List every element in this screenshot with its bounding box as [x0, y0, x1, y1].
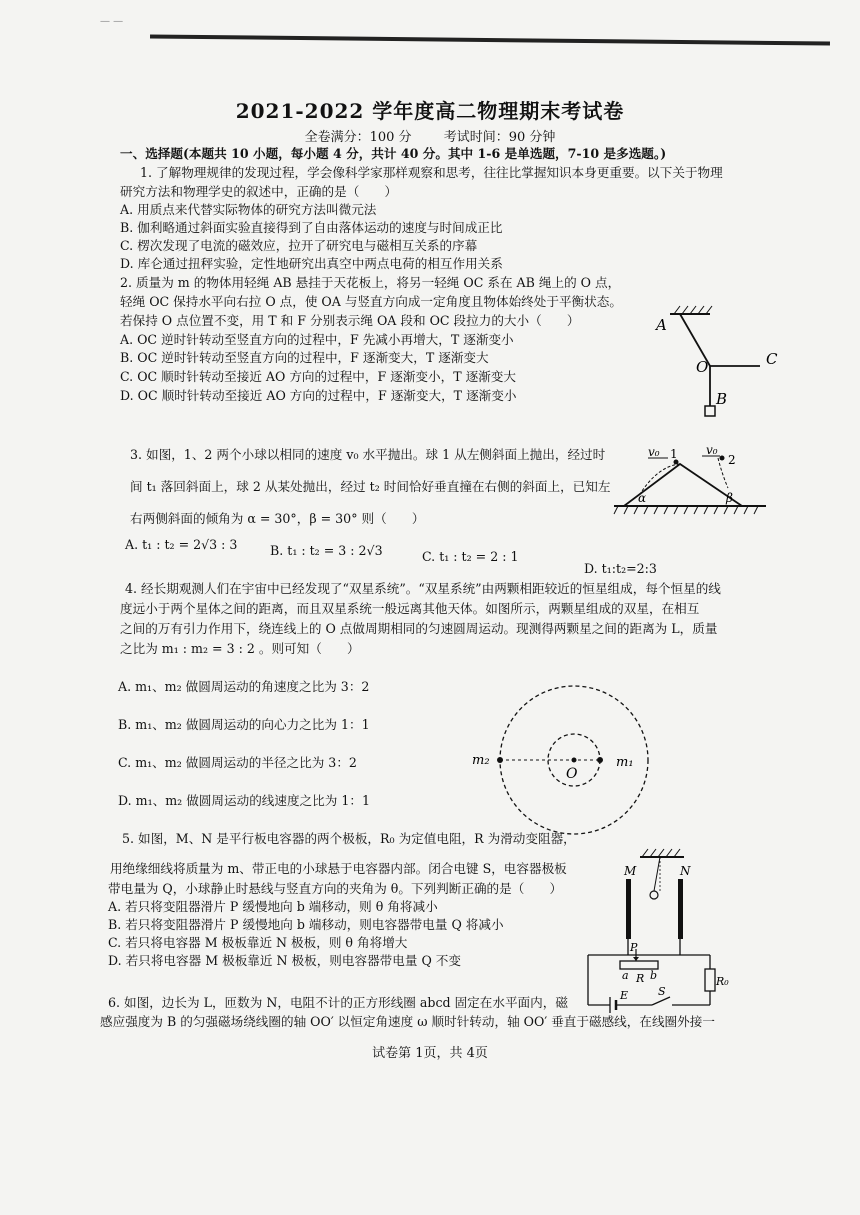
q3-label-1: 1 — [670, 447, 678, 461]
q3-stem-2: 间 t₁ 落回斜面上，球 2 从某处抛出，经过 t₂ 时间恰好垂直撞在右侧的斜面上，已知左 — [130, 479, 611, 494]
q2-label-b: B — [716, 390, 728, 408]
q3-label-v2: v₀ — [706, 444, 718, 457]
q1-option-c: C. 楞次发现了电流的磁效应，拉开了研究电与磁相互关系的序幕 — [120, 238, 478, 253]
q4-figure — [470, 680, 660, 840]
q2-option-c: C. OC 顺时针转动至接近 AO 方向的过程中，F 逐渐变小，T 逐渐变大 — [120, 369, 516, 384]
q5-label-s: S — [658, 985, 666, 998]
q1-option-a: A. 用质点来代替实际物体的研究方法叫微元法 — [120, 202, 377, 217]
q5-stem-1: 5. 如图，M、N 是平行板电容器的两个极板，R₀ 为定值电阻，R 为滑动变阻器， — [122, 831, 576, 846]
q5-figure — [580, 845, 730, 1020]
q5-label-r: R — [636, 972, 645, 985]
q5-stem-3: 带电量为 Q，小球静止时悬线与竖直方向的夹角为 θ。下列判断正确的是（ ） — [108, 881, 563, 896]
q5-option-d: D. 若只将电容器 M 极板靠近 N 极板，则电容器带电量 Q 不变 — [108, 953, 461, 968]
q2-option-b: B. OC 逆时针转动至竖直方向的过程中，F 逐渐变大，T 逐渐变大 — [120, 350, 489, 365]
q5-stem-2: 用绝缘细线将质量为 m、带正电的小球悬于电容器内部。闭合电键 S，电容器极板 — [110, 861, 567, 876]
q5-option-a: A. 若只将变阻器滑片 P 缓慢地向 b 端移动，则 θ 角将减小 — [108, 899, 438, 914]
q3-option-d: D. t₁:t₂=2:3 — [584, 561, 657, 576]
q6-stem-2: 感应强度为 B 的匀强磁场绕线圈的轴 OO′ 以恒定角速度 ω 顺时针转动，轴 OO′ 垂直于磁感线，在线圈外接一 — [100, 1014, 715, 1029]
q3-label-beta: β — [726, 491, 733, 505]
q2-figure — [650, 300, 800, 430]
q5-option-c: C. 若只将电容器 M 极板靠近 N 极板，则 θ 角将增大 — [108, 935, 408, 950]
q4-stem-4: 之比为 m₁ : m₂ = 3 : 2 。则可知（ ） — [120, 641, 360, 656]
q6-stem-1: 6. 如图，边长为 L，匝数为 N，电阻不计的正方形线圈 abcd 固定在水平面内，磁 — [108, 995, 568, 1010]
page-footer: 试卷第 1页，共 4页 — [372, 1046, 488, 1061]
q5-label-p: P — [630, 941, 638, 954]
q4-option-d: D. m₁、m₂ 做圆周运动的线速度之比为 1：1 — [118, 793, 370, 808]
q2-label-a: A — [656, 316, 667, 334]
exam-meta — [0, 126, 860, 145]
q4-label-m1: m₁ — [616, 755, 634, 770]
q2-stem-1: 2. 质量为 m 的物体用轻绳 AB 悬挂于天花板上，将另一轻绳 OC 系在 AB 绳上的 O 点， — [120, 275, 621, 290]
q4-stem-3: 之间的万有引力作用下，绕连线上的 O 点做周期相同的匀速圆周运动。现测得两颗星之间的距离为 L，质量 — [120, 621, 718, 636]
q5-label-m: M — [624, 864, 637, 878]
exam-time: 考试时间：90 分钟 — [443, 130, 556, 145]
q2-stem-3: 若保持 O 点位置不变，用 T 和 F 分别表示绳 OA 段和 OC 段拉力的大小（ ） — [120, 313, 580, 328]
q4-stem-2: 度远小于两个星体之间的距离，而且双星系统一般远离其他天体。如图所示，两颗星组成的双星，在相互 — [120, 601, 700, 616]
q2-stem-2: 轻绳 OC 保持水平向右拉 O 点，使 OA 与竖直方向成一定角度且物体始终处于平衡状态。 — [120, 294, 622, 309]
q5-label-b: b — [650, 969, 658, 982]
top-rule — [150, 34, 830, 45]
q4-label-o: O — [566, 766, 578, 782]
q5-label-a: a — [622, 969, 629, 982]
q2-label-o: O — [696, 358, 709, 376]
q1-stem-1: 1. 了解物理规律的发现过程，学会像科学家那样观察和思考，往往比掌握知识本身更重要。以下关于物理 — [140, 165, 723, 180]
q3-stem-3: 右两侧斜面的倾角为 α = 30°，β = 30° 则（ ） — [130, 511, 425, 526]
q2-label-c: C — [766, 350, 778, 368]
q3-option-b: B. t₁ : t₂ = 3 : 2√3 — [270, 543, 383, 558]
q4-label-m2: m₂ — [472, 753, 490, 768]
scan-mark: — — — [100, 16, 124, 27]
q5-option-b: B. 若只将变阻器滑片 P 缓慢地向 b 端移动，则电容器带电量 Q 将减小 — [108, 917, 504, 932]
q3-option-a: A. t₁ : t₂ = 2√3 : 3 — [125, 537, 238, 552]
q3-label-alpha: α — [638, 491, 647, 505]
exam-title: 2021-2022 学年度高二物理期末考试卷 — [235, 99, 625, 123]
q2-option-a: A. OC 逆时针转动至竖直方向的过程中，F 先减小再增大，T 逐渐变小 — [120, 332, 514, 347]
q3-stem-1: 3. 如图，1、2 两个小球以相同的速度 v₀ 水平抛出。球 1 从左侧斜面上抛出，经过时 — [130, 447, 606, 462]
q4-stem-1: 4. 经长期观测人们在宇宙中已经发现了“双星系统”。“双星系统”由两颗相距较近的恒星组成，每个恒星的线 — [125, 581, 721, 596]
q5-label-e: E — [620, 989, 629, 1002]
q2-option-d: D. OC 顺时针转动至接近 AO 方向的过程中，F 逐渐变大，T 逐渐变小 — [120, 388, 517, 403]
q4-option-c: C. m₁、m₂ 做圆周运动的半径之比为 3：2 — [118, 755, 357, 770]
q1-option-b: B. 伽利略通过斜面实验直接得到了自由落体运动的速度与时间成正比 — [120, 220, 503, 235]
q3-label-2: 2 — [728, 453, 736, 467]
q1-stem-2: 研究方法和物理学史的叙述中，正确的是（ ） — [120, 184, 398, 199]
total-score: 全卷满分：100 分 — [304, 130, 412, 145]
q4-option-b: B. m₁、m₂ 做圆周运动的向心力之比为 1：1 — [118, 717, 370, 732]
section-heading: 一、选择题(本题共 10 小题，每小题 4 分，共计 40 分。其中 1-6 是单选题，7-10 是多选题。) — [120, 146, 667, 161]
q5-label-r0: R₀ — [716, 975, 729, 988]
q4-option-a: A. m₁、m₂ 做圆周运动的角速度之比为 3：2 — [118, 679, 370, 694]
q1-option-d: D. 库仑通过扭秤实验，定性地研究出真空中两点电荷的相互作用关系 — [120, 256, 503, 271]
q3-label-v1: v₀ — [648, 445, 660, 459]
q5-label-n: N — [680, 864, 691, 878]
q3-figure — [610, 444, 770, 520]
q3-option-c: C. t₁ : t₂ = 2 : 1 — [422, 549, 519, 564]
